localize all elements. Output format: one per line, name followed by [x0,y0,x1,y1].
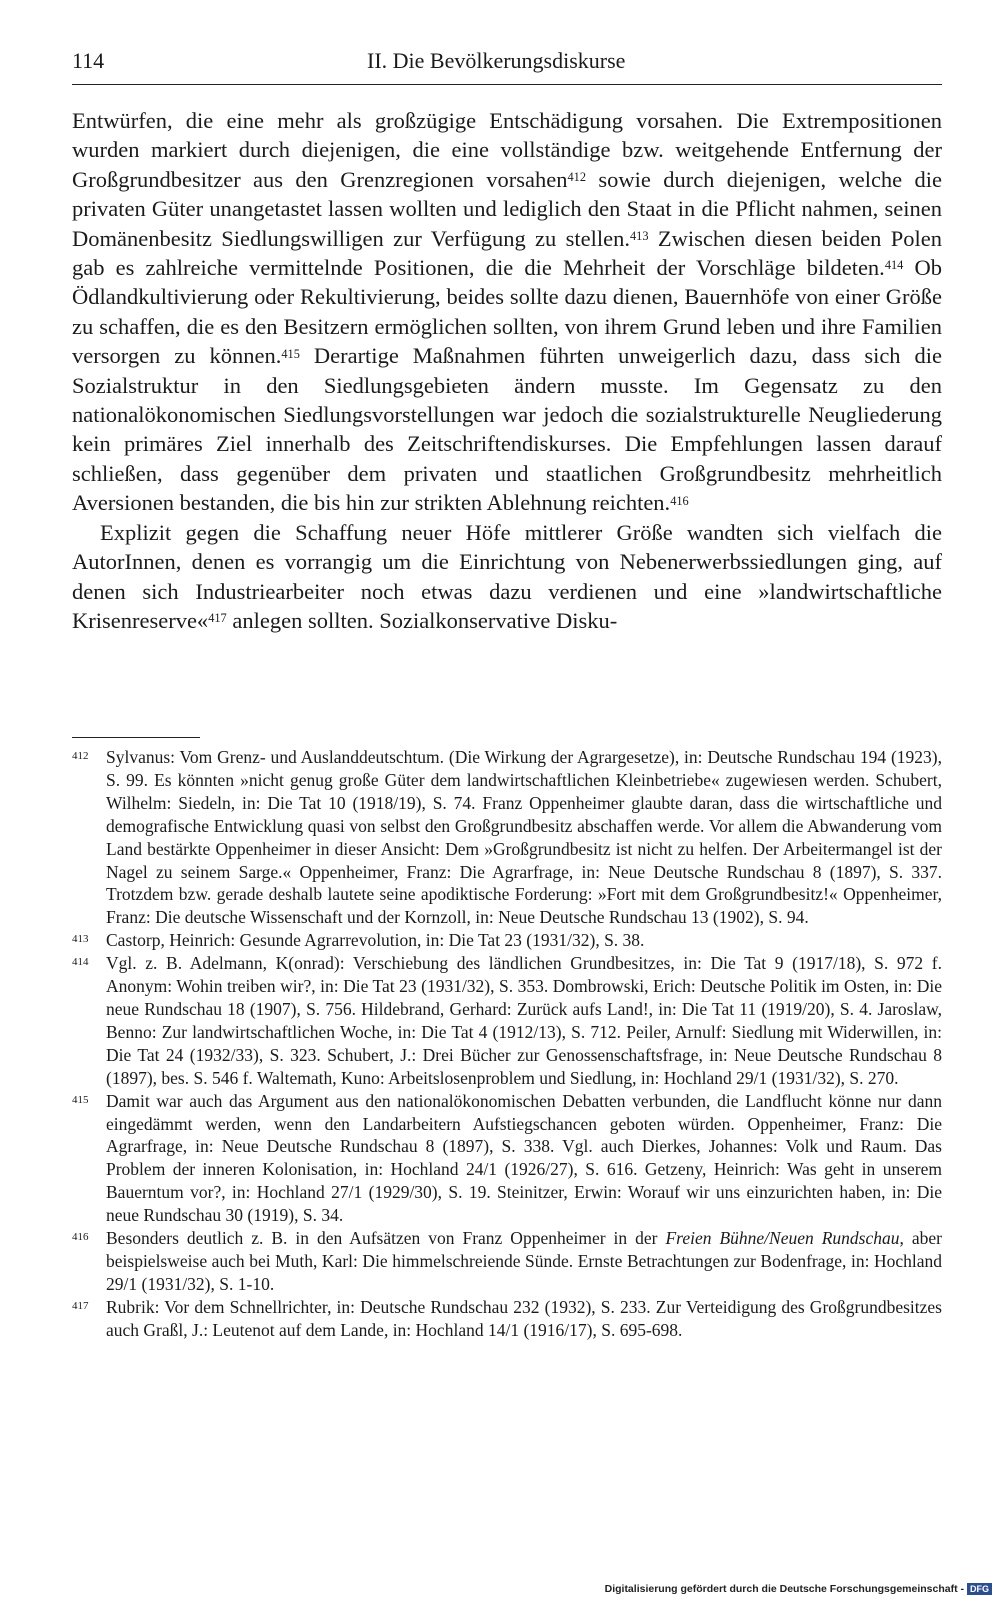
footnote-417 [72,1296,942,1342]
page-number: 114 [72,48,105,73]
footnotes [72,746,942,1342]
footnote-text: Sylvanus: Vom Grenz- und Auslanddeutschtum. (Die Wirkung der Agrargesetze), in: Deutsche Rundschau 194 (1923), S. 99. Es könnten »nicht genug große Güter dem landwirtschaftlichen Kleinbetriebe« zugewiesen werden. Schubert, Wilhelm: Siedeln, in: Die Tat 10 (1918/19), S. 74. Franz Oppenheimer glaubte daran, dass die wirtschaftliche und demografische Entwicklung quasi von selbst den Großgrundbesitz abschaffen werde. Vor allem die Abwanderung vom Land bestärkte Oppenheimer in dieser Ansicht: Dem »Großgrundbesitz ist nicht zu helfen. Der Arbeitermangel ist der Nagel zu seinem Sarge.« Oppenheimer, Franz: Die Agrarfrage, in: Neue Deutsche Rundschau 8 (1897), S. 337. Trotzdem bzw. gerade deshalb lautete seine apodiktische Forderung: »Fort mit dem Großgrundbesitz!« Oppenheimer, Franz: Die deutsche Wissenschaft und der Kornzoll, in: Neue Deutsche Rundschau 13 (1902), S. 94. [106,747,942,928]
text-run: Entwürfen, die eine mehr als großzügige Entschädigung vorsahen. Die Extrempositionen wurden markiert durch diejenigen, die eine vollständige bzw. weitgehende Entfernung der Großgrundbesitzer aus den Grenzregionen vorsahen [72,108,942,192]
footnote-415 [72,1090,942,1227]
footnote-ref-416[interactable]: 416 [670,493,689,508]
footnote-number: 416 [72,1231,89,1244]
footnote-number: 417 [72,1299,89,1312]
footnote-text: Besonders deutlich z. B. in den Aufsätzen von Franz Oppenheimer in der [106,1228,666,1249]
journal-title-italic: Freien Bühne/Neuen Rundschau [665,1228,900,1249]
footnote-text: , aber beispielsweise auch bei Muth, Karl: Die himmelschreiende Sünde. Ernste Betrachtungen zur Bodenfrage, in: Hochland 29/1 (1931/32), S. 1-10. [106,1228,942,1294]
footnote-number: 414 [72,956,89,969]
main-text [72,106,942,635]
text-run: anlegen sollten. Sozialkonservative Disku- [226,607,618,633]
footnote-414 [72,952,942,1089]
dfg-logo: DFG [967,1583,992,1595]
footnote-ref-417[interactable]: 417 [208,611,227,626]
footnote-text: Rubrik: Vor dem Schnellrichter, in: Deutsche Rundschau 232 (1932), S. 233. Zur Verteidigung des Großgrundbesitzes auch Graßl, J.: Leutenot auf dem Lande, in: Hochland 14/1 (1916/17), S. 695-698. [106,1296,942,1340]
page-header [72,48,942,85]
footnote-413 [72,929,942,952]
running-title: II. Die Bevölkerungsdiskurse [367,48,626,73]
footnote-text: Damit war auch das Argument aus den nationalökonomischen Debatten verbunden, die Landflucht könne nur dann eingedämmt werden, wenn den Landarbeitern Aufstiegschancen geboten würden. Oppenheimer, Franz: Die Agrarfrage, in: Neue Deutsche Rundschau 8 (1897), S. 338. Vgl. auch Dierkes, Johannes: Volk und Raum. Das Problem der inneren Kolonisation, in: Hochland 24/1 (1926/27), S. 616. Getzeny, Heinrich: Was geht in unserem Bauerntum vor?, in: Hochland 27/1 (1929/30), S. 19. Steinitzer, Erwin: Worauf wir uns einzurichten haben, in: Die neue Rundschau 30 (1919), S. 34. [106,1090,942,1226]
footnote-ref-415[interactable]: 415 [281,346,300,361]
footnote-number: 413 [72,933,89,946]
paragraph-2 [72,518,942,636]
footnote-416 [72,1227,942,1296]
text-run: Explizit gegen die Schaffung neuer Höfe mittlerer Größe wandten sich vielfach die AutorInnen, denen es vorrangig um die Einrichtung von Nebenerwerbssiedlungen ging, auf denen sich Industriearbeiter noch etwas dazu verdienen und eine »landwirtschaftliche Krisenreserve« [72,519,942,633]
text-run: Ob Ödlandkultivierung oder Rekultivierung, beides sollte dazu dienen, Bauernhöfe von einer Größe zu schaffen, die es den Besitzern ermöglichen sollten, von ihrem Grund leben und ihre Familien versorgen zu können. [72,255,942,369]
footnote-412 [72,746,942,929]
footnote-separator [72,737,200,738]
footnote-text: Vgl. z. B. Adelmann, K(onrad): Verschiebung des ländlichen Grundbesitzes, in: Die Tat 9 (1917/18), S. 972 f. Anonym: Wohin treiben wir?, in: Die Tat 23 (1931/32), S. 353. Dombrowski, Erich: Deutsche Politik im Osten, in: Die neue Rundschau 18 (1907), S. 756. Hildebrand, Gerhard: Zurück aufs Land!, in: Die Tat 11 (1919/20), S. 4. Jaroslaw, Benno: Zur landwirtschaftlichen Woche, in: Die Tat 4 (1912/13), S. 712. Peiler, Arnulf: Siedlung mit Widerwillen, in: Die Tat 24 (1932/33), S. 323. Schubert, J.: Drei Bücher zur Genossenschaftsfrage, in: Neue Deutsche Rundschau 8 (1897), bes. S. 546 f. Waltemath, Kuno: Arbeitslosenproblem und Siedlung, in: Hochland 29/1 (1931/32), S. 270. [106,953,942,1088]
footnote-ref-413[interactable]: 413 [629,229,649,244]
footer-text: Digitalisierung gefördert durch die Deutsche Forschungsgemeinschaft - [604,1583,964,1595]
text-run: Derartige Maßnahmen führten unweigerlich dazu, dass sich die Sozialstruktur in den Siedlungsgebieten ändern musste. Im Gegensatz zu den nationalökonomischen Siedlungsvorstellungen war jedoch die sozialstrukturelle Neugliederung kein primäres Ziel innerhalb des Zeitschriftendiskurses. Die Empfehlungen lassen darauf schließen, dass gegenüber dem privaten und staatlichen Großgrundbesitz mehrheitlich Aversionen bestanden, die bis hin zur strikten Ablehnung reichten. [72,343,943,516]
text-run: Zwischen diesen beiden Polen gab es zahlreiche vermittelnde Positionen, die die Mehrheit der Vorschläge bildeten. [72,225,942,281]
text-run: sowie durch diejenigen, welche die privaten Güter unangetastet lassen wollten und lediglich den Staat in die Pflicht nahmen, seinen Domänenbesitz Siedlungswilligen zur Verfügung zu stellen. [72,166,943,251]
footnote-text: Castorp, Heinrich: Gesunde Agrarrevolution, in: Die Tat 23 (1931/32), S. 38. [106,930,645,951]
paragraph-1 [72,106,942,518]
footnote-ref-412[interactable]: 412 [567,170,587,185]
footnote-number: 415 [72,1093,89,1106]
footnote-ref-414[interactable]: 414 [884,258,904,273]
footnote-number: 412 [72,750,89,762]
digitization-footer [605,1583,992,1597]
